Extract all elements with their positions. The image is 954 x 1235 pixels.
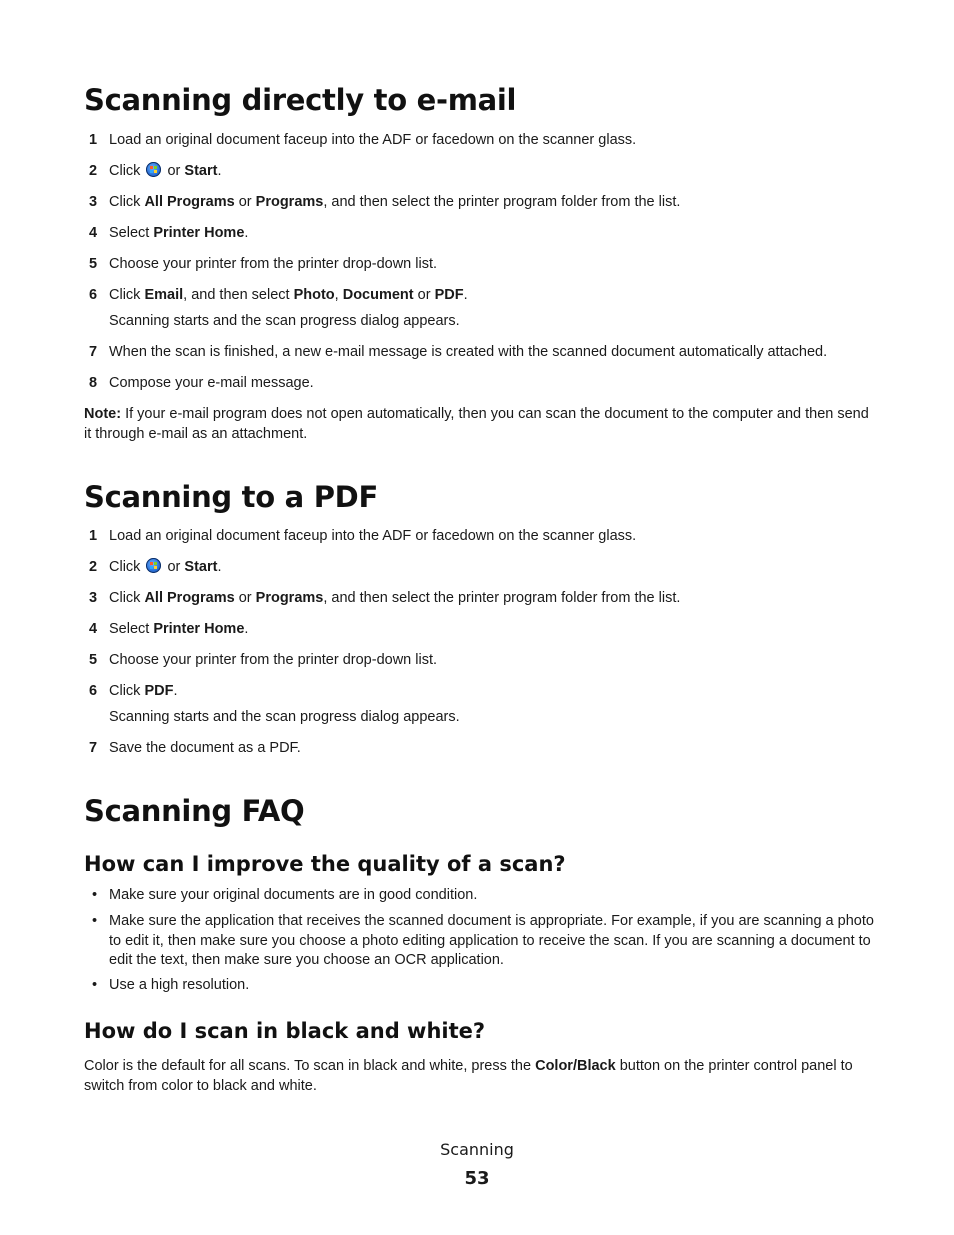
- step-number: 7: [89, 740, 98, 756]
- heading-scanning-faq: Scanning FAQ: [84, 794, 305, 828]
- step-number: 8: [89, 375, 98, 391]
- step-text: Click or Start.: [109, 163, 222, 179]
- step-number: 6: [89, 683, 98, 699]
- step-text: Click All Programs or Programs, and then select the printer program folder from the list.: [109, 590, 681, 606]
- step-number: 1: [89, 132, 98, 148]
- color-black-button-label: Color/Black: [535, 1058, 616, 1074]
- step-text: When the scan is finished, a new e-mail message is created with the scanned document automatically attached.: [109, 344, 828, 360]
- step-number: 3: [89, 194, 98, 210]
- step-number: 2: [89, 559, 98, 575]
- windows-start-orb-icon: [146, 558, 161, 573]
- step-number: 6: [89, 287, 98, 303]
- step-number: 5: [89, 256, 98, 272]
- step-text: Select Printer Home.: [109, 225, 249, 241]
- step-text: Click Email, and then select Photo, Document or PDF.: [109, 287, 468, 303]
- step-text: Choose your printer from the printer drop-down list.: [109, 652, 438, 668]
- footer-chapter-label: Scanning: [440, 1140, 514, 1159]
- faq-answer-black-white: Color is the default for all scans. To scan in black and white, press the Color/Black button on the printer control panel to switch from color to black and white.: [84, 1058, 853, 1094]
- step-number: 4: [89, 621, 98, 637]
- step-text: Click or Start.: [109, 559, 222, 575]
- step-text: Compose your e-mail message.: [109, 375, 314, 391]
- step-number: 7: [89, 344, 98, 360]
- pdf-step-6-result: Scanning starts and the scan progress dialog appears.: [109, 709, 460, 725]
- email-note: [84, 404, 874, 444]
- faq-question-black-white: How do I scan in black and white?: [84, 1019, 486, 1043]
- note-text: If your e-mail program does not open automatically, then you can scan the document to the computer and then send it through e-mail as an attachment.: [84, 406, 869, 442]
- step-text: Click PDF.: [109, 683, 178, 699]
- faq-question-quality: How can I improve the quality of a scan?: [84, 852, 566, 876]
- bullet-text: Use a high resolution.: [109, 977, 250, 993]
- bullet-dot: •: [92, 977, 98, 993]
- bullet-dot: •: [92, 913, 98, 929]
- step-number: 2: [89, 163, 98, 179]
- step-text: Load an original document faceup into the ADF or facedown on the scanner glass.: [109, 528, 637, 544]
- step-text: Load an original document faceup into the ADF or facedown on the scanner glass.: [109, 132, 637, 148]
- step-number: 3: [89, 590, 98, 606]
- step-text: Select Printer Home.: [109, 621, 249, 637]
- email-step-6-result: Scanning starts and the scan progress dialog appears.: [109, 313, 460, 329]
- footer-page-number: 53: [464, 1168, 490, 1189]
- heading-scanning-to-email: Scanning directly to e-mail: [84, 83, 517, 117]
- bullet-dot: •: [92, 887, 98, 903]
- bullet-text: Make sure the application that receives the scanned document is appropriate. For example, if you are scanning a photo to edit it, then make sure you choose a photo editing application to receive the scan. If you are scanning a document to edit the text, then make sure you choose an OCR application.: [109, 913, 874, 968]
- heading-scanning-to-pdf: Scanning to a PDF: [84, 480, 378, 514]
- step-text: Choose your printer from the printer drop-down list.: [109, 256, 438, 272]
- note-label: Note:: [84, 406, 122, 422]
- step-number: 1: [89, 528, 98, 544]
- step-text: Save the document as a PDF.: [109, 740, 301, 756]
- step-text: Click All Programs or Programs, and then select the printer program folder from the list.: [109, 194, 681, 210]
- bullet-text: Make sure your original documents are in good condition.: [109, 887, 478, 903]
- step-number: 4: [89, 225, 98, 241]
- windows-start-orb-icon: [146, 162, 161, 177]
- step-number: 5: [89, 652, 98, 668]
